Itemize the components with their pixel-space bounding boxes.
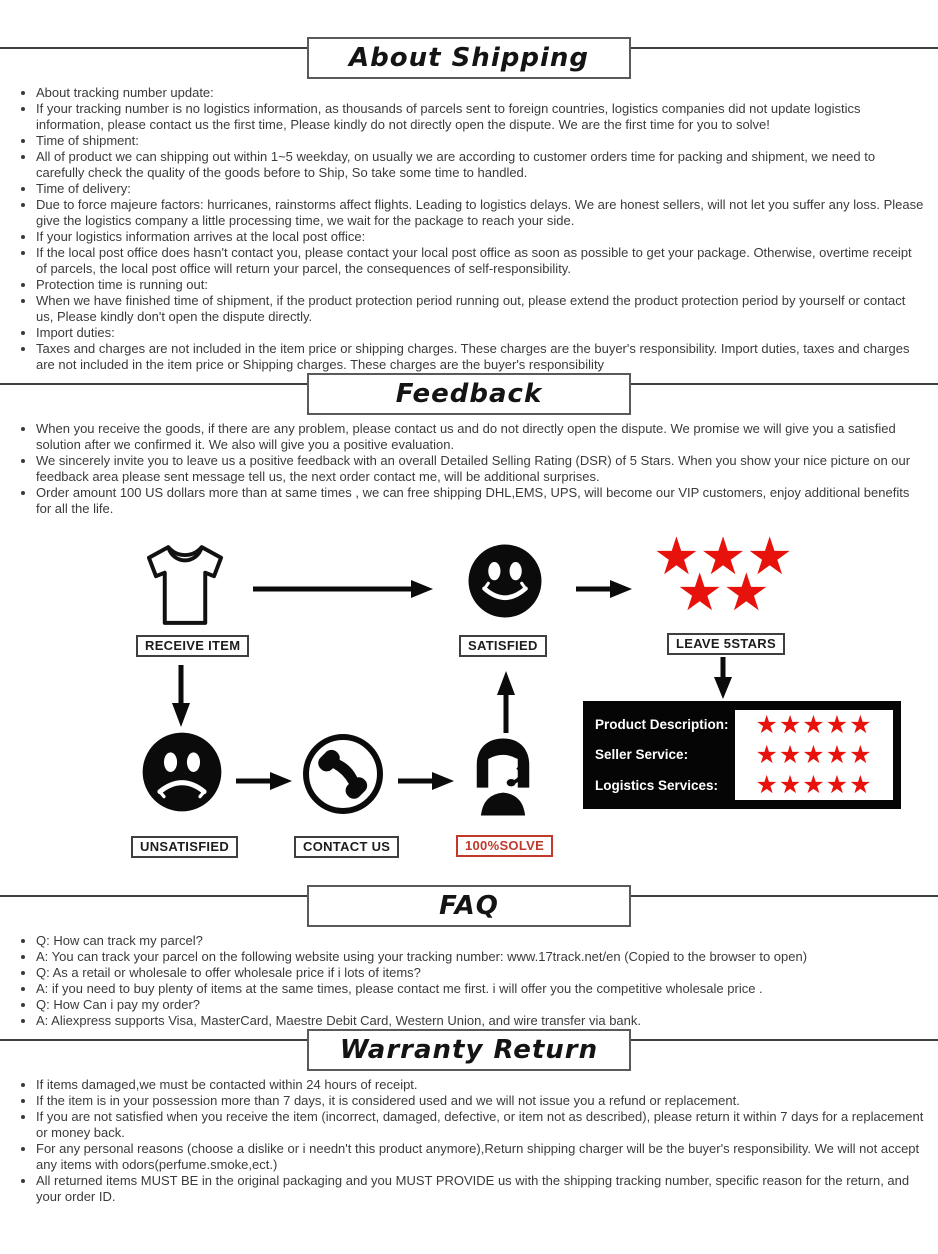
smiley-icon bbox=[467, 543, 543, 619]
bullet-item: • All returned items MUST BE in the original packaging and you MUST PROVIDE us with the shipping tracking number, specific reason for the return, and your order ID. bbox=[36, 1173, 924, 1205]
five-red-stars-icon bbox=[653, 535, 793, 615]
support-agent-icon bbox=[462, 734, 544, 820]
bullet-item: • All of product we can shipping out within 1~5 weekday, on usually we are according to customer orders time for packing and shipment, we need to carefully check the quality of the goods before to Ship, So take some time to handled. bbox=[36, 149, 924, 181]
bullet-item: • Order amount 100 US dollars more than at same times , we can free shipping DHL,EMS, UPS, will become our VIP customers, enjoy additional benefits for all the life. bbox=[36, 485, 924, 517]
bullet-item: • Q: How can track my parcel? bbox=[36, 933, 924, 949]
feedback-flowchart bbox=[0, 521, 938, 873]
sad-face-icon bbox=[141, 731, 223, 813]
section-title-box bbox=[307, 885, 631, 927]
section-title-box bbox=[307, 1029, 631, 1071]
feedback-bullet-list bbox=[0, 421, 938, 517]
section-faq bbox=[0, 885, 938, 1029]
section-feedback bbox=[0, 373, 938, 517]
bullet-item: • When you receive the goods, if there are any problem, please contact us and do not directly open the dispute. We promise we will give you a satisfied solution after we confirmed it. We also will give you a positive evaluation. bbox=[36, 421, 924, 453]
rating-row-label: Product Description: bbox=[595, 716, 729, 732]
faq-bullet-list bbox=[0, 933, 938, 1029]
seller-policy-page bbox=[0, 37, 938, 1254]
phone-icon bbox=[300, 731, 386, 817]
section-title: Warranty Return bbox=[339, 1035, 599, 1065]
arrow-right-icon bbox=[253, 579, 433, 599]
section-title: FAQ bbox=[439, 891, 499, 921]
bullet-item: • If items damaged,we must be contacted within 24 hours of receipt. bbox=[36, 1077, 924, 1093]
bullet-item: • Q: As a retail or wholesale to offer wholesale price if i lots of items? bbox=[36, 965, 924, 981]
arrow-down-icon bbox=[713, 657, 733, 699]
tshirt-icon bbox=[141, 539, 229, 631]
rating-labels bbox=[595, 709, 735, 801]
arrow-right-icon bbox=[576, 579, 632, 599]
five-star-row bbox=[755, 772, 872, 798]
five-star-row bbox=[755, 712, 872, 738]
bullet-item: • If your tracking number is no logistics information, as thousands of parcels sent to foreign countries, logistics companies did not update logistics information, please contact us the first time, Please kindly do not directly open the dispute. We are the first time for you to solve! bbox=[36, 101, 924, 133]
arrow-up-icon bbox=[496, 671, 516, 733]
section-about-shipping bbox=[0, 37, 938, 373]
section-title: Feedback bbox=[395, 379, 543, 409]
flow-label-unsatisfied: UNSATISFIED bbox=[131, 836, 238, 858]
section-warranty-return bbox=[0, 1029, 938, 1205]
bullet-item: • About tracking number update: bbox=[36, 85, 924, 101]
arrow-right-icon bbox=[398, 771, 454, 791]
section-header-shipping bbox=[0, 37, 938, 79]
bullet-item: • If you are not satisfied when you receive the item (incorrect, damaged, defective, or item not as described), please return it within 7 days for a replacement or money back. bbox=[36, 1109, 924, 1141]
warranty-bullet-list bbox=[0, 1077, 938, 1205]
flow-label-100-solve: 100%SOLVE bbox=[456, 835, 553, 857]
bullet-item: • A: if you need to buy plenty of items at the same times, please contact me first. i will offer you the competitive wholesale price . bbox=[36, 981, 924, 997]
section-header-faq bbox=[0, 885, 938, 927]
bullet-item: • When we have finished time of shipment, if the product protection period running out, please extend the product protection period by yourself or contact us, Please kindly don't open the dispute directly. bbox=[36, 293, 924, 325]
bullet-item: • If the local post office does hasn't contact you, please contact your local post office as soon as possible to get your package. Otherwise, overtime receipt of parcels, the local post office will return your parcel, the consequences of self-responsibility. bbox=[36, 245, 924, 277]
bullet-item: • A: Aliexpress supports Visa, MasterCard, Maestre Debit Card, Western Union, and wire transfer via bank. bbox=[36, 1013, 924, 1029]
section-header-feedback bbox=[0, 373, 938, 415]
bullet-item: • Time of delivery: bbox=[36, 181, 924, 197]
arrow-right-icon bbox=[236, 771, 292, 791]
bullet-item: • Taxes and charges are not included in the item price or shipping charges. These charges are the buyer's responsibility. Import duties, taxes and charges are not included in the item price or Shipping charges. These charges are the buyer's responsibility bbox=[36, 341, 924, 373]
flow-label-receive-item: RECEIVE ITEM bbox=[136, 635, 249, 657]
bullet-item: • For any personal reasons (choose a dislike or i needn't this product anymore),Return shipping charger will be the buyer's responsibility. We will not accept any items with odors(perfume.smoke,ect.) bbox=[36, 1141, 924, 1173]
arrow-down-icon bbox=[171, 665, 191, 727]
rating-row-label: Seller Service: bbox=[595, 747, 689, 763]
shipping-bullet-list bbox=[0, 85, 938, 373]
rating-stars-panel bbox=[735, 710, 893, 800]
flow-label-contact-us: CONTACT US bbox=[294, 836, 399, 858]
section-title: About Shipping bbox=[349, 43, 589, 73]
flow-label-satisfied: SATISFIED bbox=[459, 635, 547, 657]
section-title-box bbox=[307, 373, 631, 415]
dsr-rating-box bbox=[583, 701, 901, 809]
bullet-item: • If your logistics information arrives at the local post office: bbox=[36, 229, 924, 245]
bullet-item: • We sincerely invite you to leave us a positive feedback with an overall Detailed Selling Rating (DSR) of 5 Stars. When you show your nice picture on our feedback area please sent message tell us, the next order contact me, will be additional surprises. bbox=[36, 453, 924, 485]
bullet-item: • Time of shipment: bbox=[36, 133, 924, 149]
flow-label-leave-5stars: LEAVE 5STARS bbox=[667, 633, 785, 655]
section-title-box bbox=[307, 37, 631, 79]
bullet-item: • Q: How Can i pay my order? bbox=[36, 997, 924, 1013]
bullet-item: • Due to force majeure factors: hurricanes, rainstorms affect flights. Leading to logistics delays. We are honest sellers, will not let you suffer any loss. Please give the logistics company a little processing time, we wait for the package to reach your side. bbox=[36, 197, 924, 229]
bullet-item: • Import duties: bbox=[36, 325, 924, 341]
bullet-item: • A: You can track your parcel on the following website using your tracking number: www.17track.net/en (Copied to the browser to open) bbox=[36, 949, 924, 965]
five-star-row bbox=[755, 742, 872, 768]
rating-row-label: Logistics Services: bbox=[595, 778, 719, 794]
section-header-warranty bbox=[0, 1029, 938, 1071]
bullet-item: • Protection time is running out: bbox=[36, 277, 924, 293]
bullet-item: • If the item is in your possession more than 7 days, it is considered used and we will not issue you a refund or replacement. bbox=[36, 1093, 924, 1109]
